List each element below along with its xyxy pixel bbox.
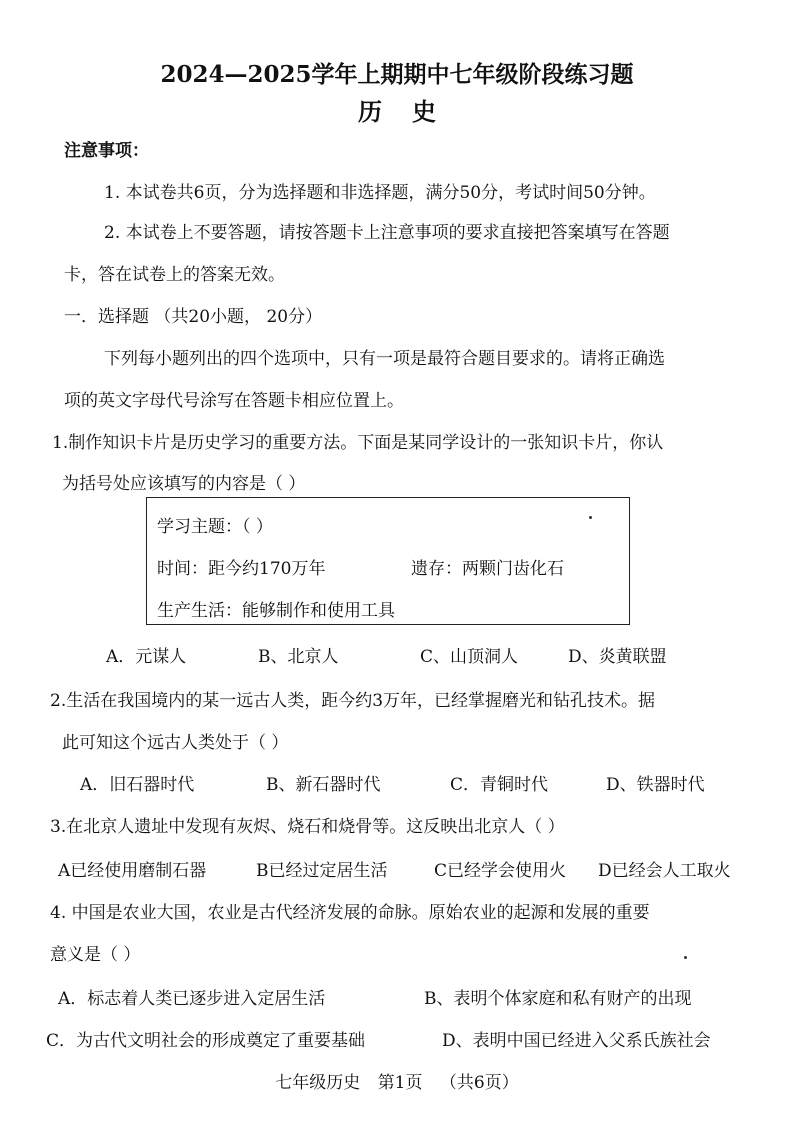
speck-mark	[589, 516, 592, 519]
q2-stem-line2: 此可知这个远古人类处于（ ）	[62, 733, 289, 753]
notice-item-2-line2: 卡，答在试卷上的答案无效。	[64, 265, 285, 285]
page-footer	[0, 1068, 794, 1093]
q4-option-c: C．为古代文明社会的形成奠定了重要基础	[46, 1031, 366, 1051]
q3-option-c: C已经学会使用火	[434, 861, 567, 881]
footer-page-number: 第1页	[377, 1073, 423, 1093]
q2-stem-line1: 2.生活在我国境内的某一远古人类，距今约3万年，已经掌握磨光和钻孔技术。据	[50, 691, 656, 711]
card-topic: 学习主题：（ ）	[157, 517, 273, 537]
q3-stem: 3.在北京人遗址中发现有灰烬、烧石和烧骨等。这反映出北京人（ ）	[50, 817, 565, 837]
card-life: 生产生活：能够制作和使用工具	[157, 601, 395, 621]
exam-title: 2024—2025学年上期期中七年级阶段练习题	[160, 61, 634, 88]
card-time: 时间：距今约170万年	[157, 559, 326, 579]
section-1-instructions-line1: 下列每小题列出的四个选项中，只有一项是最符合题目要求的。请将正确选	[104, 349, 665, 369]
speck-mark	[684, 956, 687, 959]
q2-option-a: A．旧石器时代	[80, 775, 195, 795]
q1-option-a: A．元谋人	[106, 647, 187, 667]
q2-option-d: D、铁器时代	[606, 775, 705, 795]
notice-item-2-line1: 2. 本试卷上不要答题，请按答题卡上注意事项的要求直接把答案填写在答题	[104, 223, 670, 243]
q3-option-b: B已经过定居生活	[256, 861, 388, 881]
q4-option-b: B、表明个体家庭和私有财产的出现	[424, 989, 692, 1009]
footer-total-pages: （共6页）	[439, 1073, 519, 1093]
q3-option-a: A已经使用磨制石器	[58, 861, 207, 881]
notice-heading: 注意事项：	[64, 141, 149, 161]
q4-option-d: D、表明中国已经进入父系氏族社会	[442, 1031, 711, 1051]
q4-stem-line2: 意义是（ ）	[50, 945, 141, 965]
q4-stem-line1: 4. 中国是农业大国，农业是古代经济发展的命脉。原始农业的起源和发展的重要	[50, 903, 650, 923]
q1-option-c: C、山顶洞人	[420, 647, 519, 667]
card-relic: 遗存：两颗门齿化石	[411, 559, 564, 579]
q1-option-d: D、炎黄联盟	[568, 647, 667, 667]
subject-title: 历史	[358, 97, 466, 126]
knowledge-card	[146, 497, 630, 625]
q1-stem-line1: 1.制作知识卡片是历史学习的重要方法。下面是某同学设计的一张知识卡片，你认	[52, 433, 664, 453]
footer-grade-subject: 七年级历史	[275, 1073, 361, 1093]
q4-option-a: A．标志着人类已逐步进入定居生活	[58, 989, 326, 1009]
q2-option-b: B、新石器时代	[266, 775, 381, 795]
notice-item-1: 1. 本试卷共6页，分为选择题和非选择题，满分50分，考试时间50分钟。	[104, 183, 656, 203]
q3-option-d: D已经会人工取火	[598, 861, 731, 881]
q1-stem-line2: 为括号处应该填写的内容是（ ）	[62, 474, 306, 494]
q2-option-c: C．青铜时代	[450, 775, 549, 795]
section-1-heading: 一．选择题 （共20小题， 20分）	[64, 307, 323, 327]
section-1-instructions-line2: 项的英文字母代号涂写在答题卡相应位置上。	[64, 391, 404, 411]
q1-option-b: B、北京人	[258, 647, 339, 667]
